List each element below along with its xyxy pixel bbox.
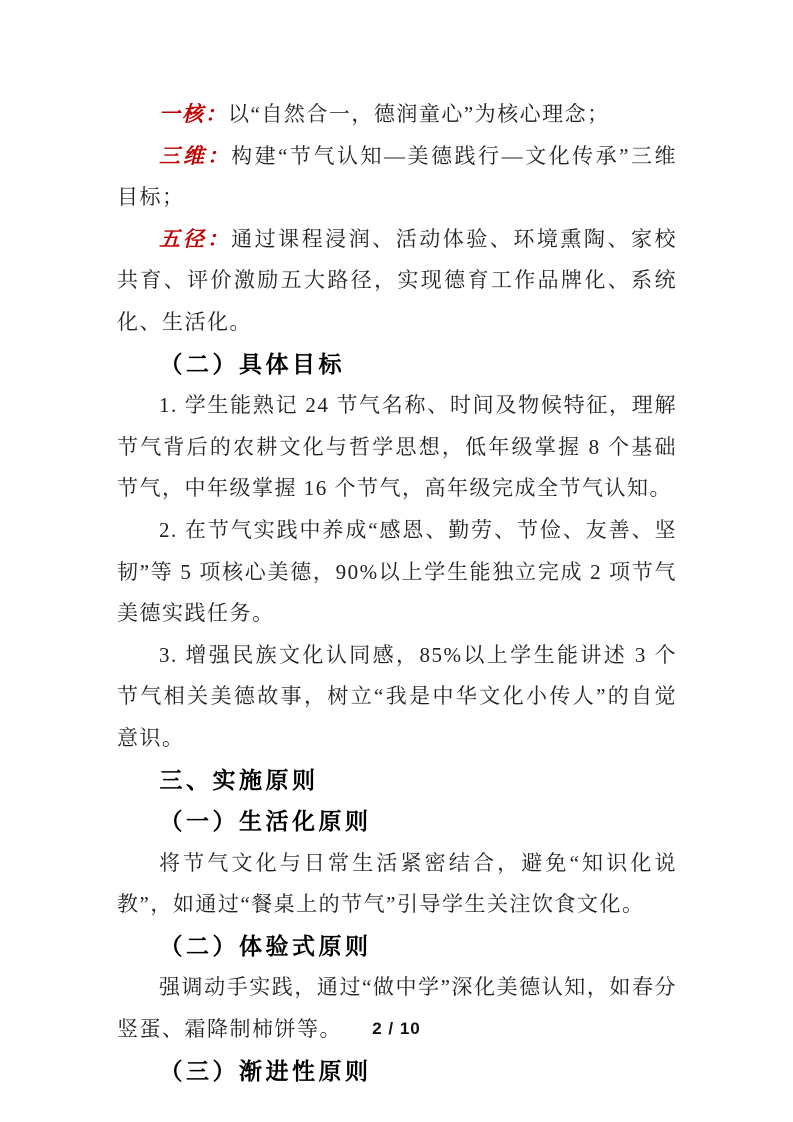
paragraph-text: 通过课程浸润、活动体验、环境熏陶、家校共育、评价激励五大路径，实现德育工作品牌化、系统化、生活化。 xyxy=(117,226,678,334)
paragraph-text: 构建“节气认知—美德践行—文化传承”三维目标； xyxy=(117,143,678,210)
section-heading xyxy=(117,1051,677,1093)
section-heading xyxy=(117,926,677,968)
document-body xyxy=(117,94,677,1092)
heading-text: 三、实施原则 xyxy=(159,766,319,793)
paragraph xyxy=(117,635,677,760)
heading-text: （二）体验式原则 xyxy=(159,932,372,959)
paragraph xyxy=(117,94,677,136)
paragraph xyxy=(117,136,677,219)
paragraph-text: 强调动手实践，通过“做中学”深化美德认知，如春分竖蛋、霜降制柿饼等。 xyxy=(117,975,677,1042)
paragraph xyxy=(117,219,677,344)
heading-text: （二）具体目标 xyxy=(159,350,346,377)
paragraph xyxy=(117,385,677,510)
paragraph-text: 将节气文化与日常生活紧密结合，避免“知识化说教”，如通过“餐桌上的节气”引导学生关注饮食文化。 xyxy=(117,850,677,917)
section-heading xyxy=(117,344,677,386)
section-heading xyxy=(117,801,677,843)
red-keyword-label: 三维： xyxy=(159,143,232,168)
paragraph-text: 3. 增强民族文化认同感，85%以上学生能讲述 3 个节气相关美德故事，树立“我是中华文化小传人”的自觉意识。 xyxy=(117,642,677,750)
paragraph-text: 以“自然合一，德润童心”为核心理念； xyxy=(228,102,610,126)
paragraph xyxy=(117,510,677,635)
heading-text: （一）生活化原则 xyxy=(159,808,372,835)
heading-text: （三）渐进性原则 xyxy=(159,1057,372,1084)
paragraph xyxy=(117,843,677,926)
red-keyword-label: 一核： xyxy=(159,102,228,126)
paragraph-text: 2. 在节气实践中养成“感恩、勤劳、节俭、友善、坚韧”等 5 项核心美德，90%以上学生能独立完成 2 项节气美德实践任务。 xyxy=(117,517,677,626)
paragraph-text: 1. 学生能熟记 24 节气名称、时间及物候特征，理解节气背后的农耕文化与哲学思想，低年级掌握 8 个基础节气，中年级掌握 16 个节气，高年级完成全节气认知。 xyxy=(117,393,677,501)
footer-page-number: 2 / 10 xyxy=(372,1019,421,1038)
section-heading xyxy=(117,760,677,802)
red-keyword-label: 五径： xyxy=(159,226,232,251)
